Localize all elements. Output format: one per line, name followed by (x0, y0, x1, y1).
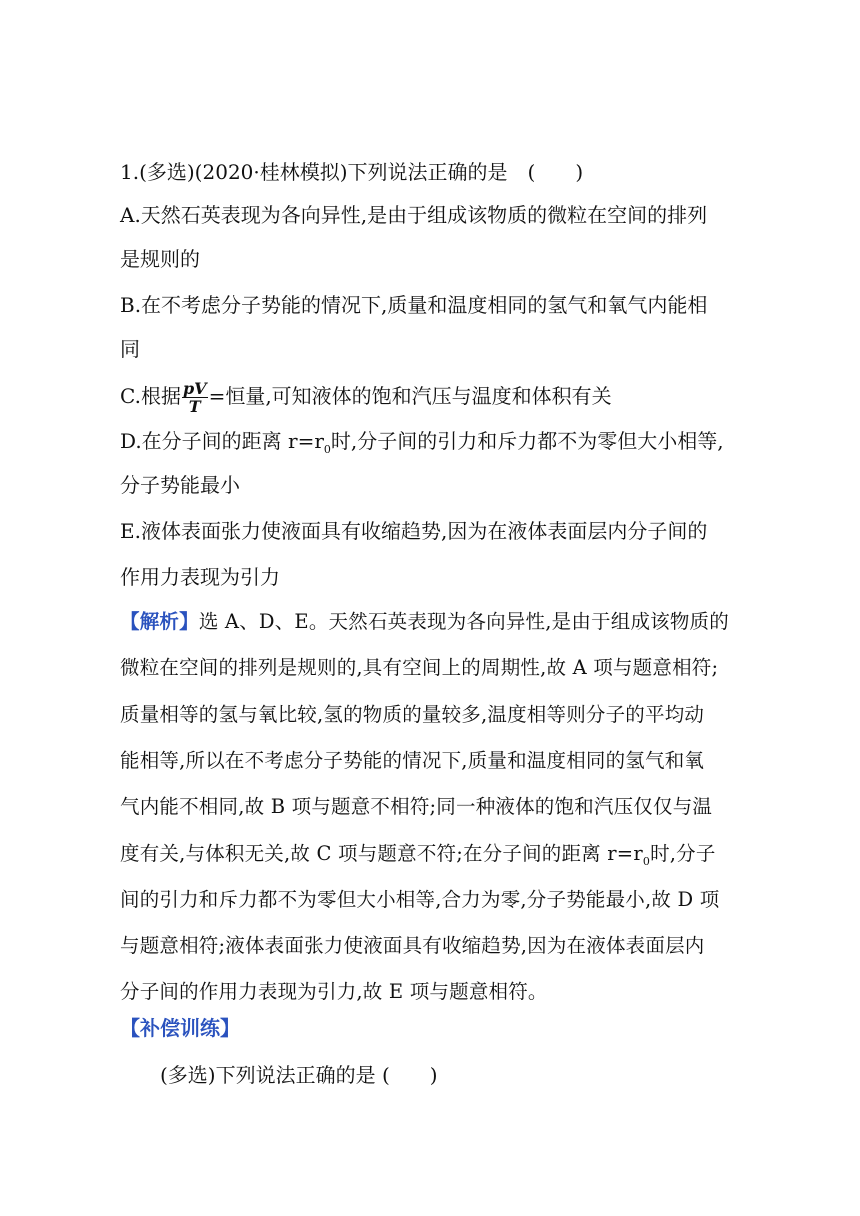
solution-6-post: 时,分子 (650, 842, 716, 865)
solution-line-4: 能相等,所以在不考虑分子势能的情况下,质量和温度相同的氢气和氧 (120, 749, 705, 772)
solution-line-7: 间的引力和斥力都不为零但大小相等,合力为零,分子势能最小,故 D 项 (120, 888, 720, 911)
solution-line-8: 与题意相符;液体表面张力使液面具有收缩趋势,因为在液体表面层内 (120, 934, 705, 957)
fraction-numerator: pV (182, 379, 207, 398)
option-e-line-1: E.液体表面张力使液面具有收缩趋势,因为在液体表面层内分子间的 (120, 519, 708, 543)
solution-line-2: 微粒在空间的排列是规则的,具有空间上的周期性,故 A 项与题意相符; (120, 656, 719, 679)
option-d-line-1 (120, 427, 724, 464)
option-b-line-2: 同 (120, 337, 140, 361)
question-stem: 1.(多选)(2020·桂林模拟)下列说法正确的是 ( ) (120, 160, 584, 184)
solution-line-6 (120, 840, 716, 876)
solution-6-subscript: 0 (642, 854, 651, 868)
option-d-line-2: 分子势能最小 (120, 473, 240, 497)
solution-tag: 【解析】 (120, 610, 199, 633)
pv-over-t-fraction (182, 380, 208, 415)
option-c (120, 380, 612, 415)
solution-line-1 (120, 608, 729, 636)
solution-line-3: 质量相等的氢与氧比较,氢的物质的量较多,温度相等则分子的平均动 (120, 703, 705, 726)
supplement-question: (多选)下列说法正确的是 ( ) (160, 1063, 438, 1087)
supplement-heading (120, 1014, 240, 1042)
option-a-line-1: A.天然石英表现为各向异性,是由于组成该物质的微粒在空间的排列 (120, 203, 708, 227)
solution-line-5: 气内能不相同,故 B 项与题意不相符;同一种液体的饱和汽压仅仅与温 (120, 795, 713, 818)
supplement-tag: 【补偿训练】 (120, 1016, 240, 1040)
fraction-denominator: T (188, 397, 201, 416)
solution-line-9: 分子间的作用力表现为引力,故 E 项与题意相符。 (120, 980, 548, 1003)
option-d-pre: D.在分子间的距离 r=r (120, 429, 324, 453)
option-e-line-2: 作用力表现为引力 (120, 565, 280, 589)
option-c-prefix: C.根据 (120, 384, 181, 408)
option-d-subscript: 0 (323, 443, 331, 456)
option-d-post: 时,分子间的引力和斥力都不为零但大小相等, (330, 429, 724, 453)
solution-text-1: 选 A、D、E。天然石英表现为各向异性,是由于组成该物质的 (198, 610, 729, 633)
solution-6-pre: 度有关,与体积无关,故 C 项与题意不符;在分子间的距离 r=r (120, 842, 643, 865)
option-c-suffix: =恒量,可知液体的饱和汽压与温度和体积有关 (208, 384, 612, 408)
option-a-line-2: 是规则的 (120, 247, 200, 271)
option-b-line-1: B.在不考虑分子势能的情况下,质量和温度相同的氢气和氧气内能相 (120, 293, 708, 317)
